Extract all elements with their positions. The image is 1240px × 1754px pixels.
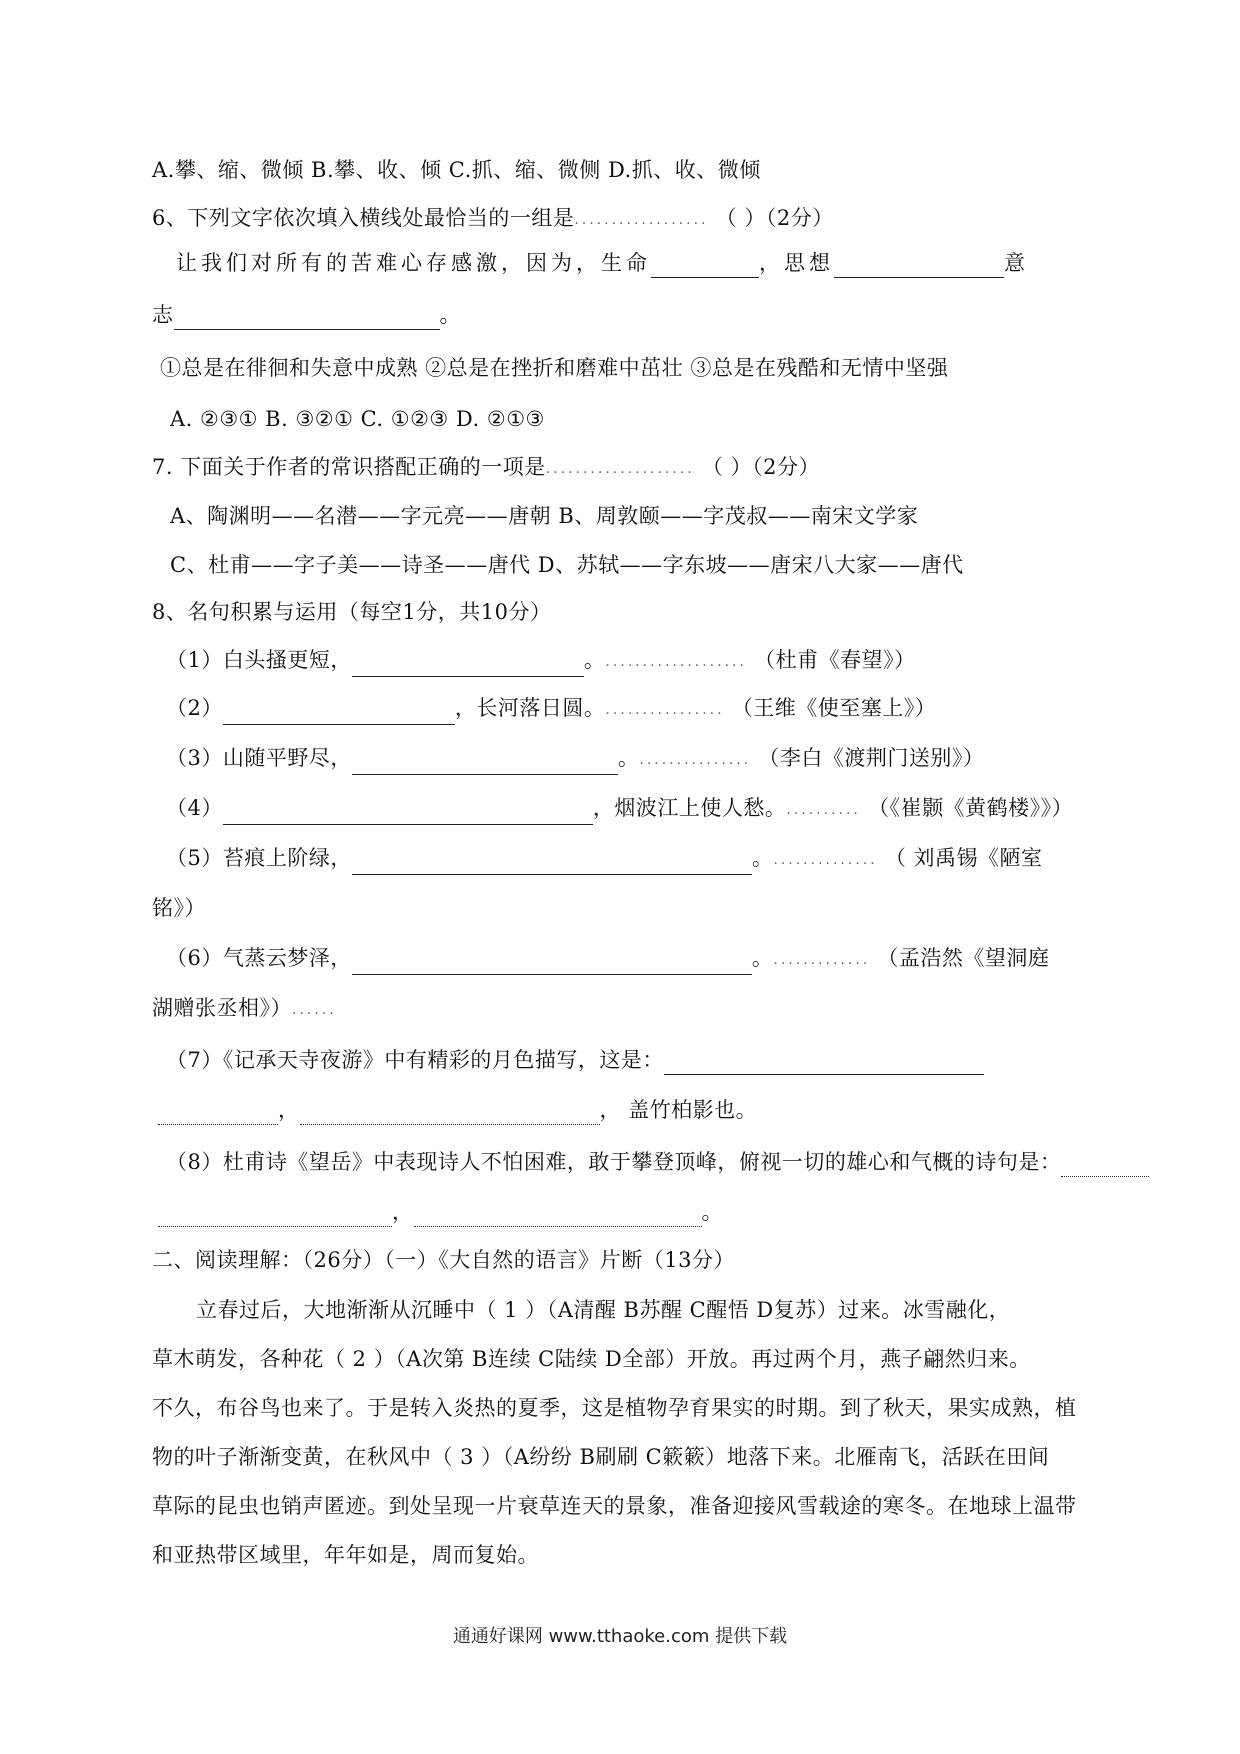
q8-i5-source-cont: 铭》）: [152, 896, 206, 920]
q6-stem: 6、下列文字依次填入横线处最恰当的一组是: [152, 206, 575, 230]
q8-i5-source: （ 刘禹锡《陋室: [884, 846, 1043, 870]
q8-blank-8b[interactable]: [158, 1204, 392, 1227]
q8-blank-8a[interactable]: [1061, 1154, 1149, 1177]
q6-blank-1[interactable]: [651, 255, 759, 278]
q7-options-ab: [170, 501, 918, 531]
q8-blank-4[interactable]: [223, 802, 593, 825]
section2-title: [152, 1245, 735, 1275]
q8-i6-source: （孟浩然《望洞庭: [877, 946, 1050, 970]
section2-title-text: 二、阅读理解：（26分）（一）《大自然的语言》片断（13分）: [152, 1248, 735, 1272]
q8-i6-source-cont: 湖赠张丞相》）: [152, 996, 292, 1020]
q6-blank-3[interactable]: [174, 307, 440, 330]
q7-opt-cd: C、杜甫——字子美——诗圣——唐代 D、苏轼——字东坡——唐宋八大家——唐代: [170, 553, 964, 577]
q8-item-7-cont: [158, 1095, 757, 1125]
reading-paragraph-line1: [196, 1295, 1010, 1325]
reading-paragraph-line6: [152, 1540, 539, 1570]
q6-blank-2[interactable]: [834, 255, 1004, 278]
q8-item-4: （4） ，烟波江上使人愁。.......... （《崔颢《黄鹤楼》》）: [166, 793, 1073, 825]
reading-p5: 草际的昆虫也销声匿迹。到处呈现一片衰草连天的景象，准备迎接风雪载途的寒冬。在地球上温带: [152, 1494, 1077, 1518]
q8-i1-source: （杜甫《春望》）: [754, 648, 916, 672]
q8-i5-end: 。: [751, 846, 774, 870]
q8-i5-text: （5）苔痕上阶绿，: [166, 846, 352, 870]
q7-options-cd: [170, 550, 964, 580]
reading-paragraph-line5: [152, 1491, 1077, 1521]
footer: [0, 1622, 1240, 1648]
q6-text2a: 志: [152, 303, 174, 327]
reading-p3: 不久，布谷鸟也来了。于是转入炎热的夏季，这是植物孕育果实的时期。到了秋天，果实成熟，植: [152, 1396, 1077, 1420]
q8-item-1: （1）白头搔更短， 。................... （杜甫《春望》）: [166, 645, 916, 677]
q8-blank-6[interactable]: [352, 952, 752, 975]
q8-i4-text: ，烟波江上使人愁。: [592, 796, 787, 820]
q8-blank-2[interactable]: [223, 702, 455, 725]
reading-paragraph-line2: [152, 1344, 1031, 1374]
q6-choices: [160, 353, 948, 383]
q6-paren: （ ）（2分）: [715, 206, 834, 230]
q8-i3-end: 。: [617, 746, 640, 770]
q8-i7-comma2: ，: [599, 1098, 621, 1122]
reading-p1: 立春过后，大地渐渐从沉睡中（ 1 ）（A清醒 B苏醒 C醒悟 D复苏）过来。冰雪融化，: [196, 1298, 1011, 1322]
q8-i2-source: （王维《使至塞上》）: [731, 696, 937, 720]
footer-text: 通通好课网 www.tthaoke.com 提供下载: [452, 1626, 788, 1647]
q6-options: [170, 404, 545, 434]
q8-blank-3[interactable]: [352, 752, 618, 775]
q8-item-6-cont: 湖赠张丞相》）......: [152, 996, 337, 1020]
q8-i3-source: （李白《渡荆门送别》）: [758, 746, 985, 770]
q6-text-line2: [152, 300, 461, 330]
q8-item-6: （6）气蒸云梦泽， 。............. （孟浩然《望洞庭: [166, 943, 1049, 975]
q8-blank-1[interactable]: [352, 654, 584, 677]
q6-choices-text: ①总是在徘徊和失意中成熟 ②总是在挫折和磨难中茁壮 ③总是在残酷和无情中坚强: [160, 356, 949, 380]
q7-stem: 7. 下面关于作者的常识搭配正确的一项是: [152, 455, 546, 479]
q8-i1-end: 。: [583, 648, 606, 672]
q8-item-2: （2） ，长河落日圆。................ （王维《使至塞上》）: [166, 693, 936, 725]
q8-blank-8c[interactable]: [414, 1204, 702, 1227]
q8-item-8-cont: [158, 1197, 723, 1227]
reading-paragraph-line3: [152, 1393, 1077, 1423]
q6-text1c: 意: [1004, 251, 1029, 275]
q8-i2-num: （2）: [166, 696, 223, 720]
q8-stem: [152, 597, 551, 627]
q8-i8-text: （8）杜甫诗《望岳》中表现诗人不怕困难，敢于攀登顶峰，俯视一切的雄心和气概的诗句是：: [166, 1150, 1062, 1174]
q8-i2-text: ，长河落日圆。: [454, 696, 606, 720]
reading-paragraph-line4: [152, 1442, 1049, 1472]
q6-text1a: 让我们对所有的苦难心存感激，因为，生命: [176, 251, 651, 275]
q5-options-text: A.攀、缩、微倾 B.攀、收、倾 C.抓、缩、微侧 D.抓、收、微倾: [152, 158, 761, 182]
q6-stem-line: 6、下列文字依次填入横线处最恰当的一组是.................. （ ）（2分）: [152, 206, 834, 230]
reading-p2: 草木萌发，各种花（ 2 ）（A次第 B连续 C陆续 D全部）开放。再过两个月，燕子翩然归来。: [152, 1347, 1031, 1371]
q8-i3-text: （3）山随平野尽，: [166, 746, 352, 770]
q8-item-8: [166, 1147, 1149, 1177]
q7-stem-line: 7. 下面关于作者的常识搭配正确的一项是.................... （ ）（2分）: [152, 455, 820, 479]
q8-blank-7a[interactable]: [664, 1052, 984, 1075]
q6-text2b: 。: [439, 303, 461, 327]
q7-paren: （ ）（2分）: [701, 455, 820, 479]
q5-options: [152, 155, 761, 185]
q8-item-3: （3）山随平野尽， 。............... （李白《渡荆门送别》）: [166, 743, 984, 775]
q8-i1-text: （1）白头搔更短，: [166, 648, 352, 672]
q7-opt-ab: A、陶渊明——名潜——字元亮——唐朝 B、周敦颐——字茂叔——南宋文学家: [170, 504, 919, 528]
q8-item-5: （5）苔痕上阶绿， 。.............. （ 刘禹锡《陋室: [166, 843, 1043, 875]
q8-i4-source: （《崔颢《黄鹤楼》》）: [868, 796, 1074, 820]
q8-item-5-cont: [152, 893, 206, 923]
q6-options-text: A. ②③① B. ③②① C. ①②③ D. ②①③: [170, 407, 545, 431]
q8-i7-text: （7）《记承天寺夜游》中有精彩的月色描写，这是：: [166, 1048, 664, 1072]
q6-text1b: ，思想: [759, 251, 834, 275]
q8-stem-text: 8、名句积累与运用（每空1分，共10分）: [152, 600, 552, 624]
q8-i6-end: 。: [751, 946, 774, 970]
q8-i4-num: （4）: [166, 796, 223, 820]
q8-blank-7c[interactable]: [300, 1102, 600, 1125]
q8-i8-end: 。: [701, 1200, 723, 1224]
q8-blank-5[interactable]: [352, 852, 752, 875]
q8-i7-comma1: ，: [278, 1098, 300, 1122]
q6-text-line1: [176, 248, 1029, 278]
q8-i8-comma: ，: [392, 1200, 414, 1224]
reading-p4: 物的叶子渐渐变黄，在秋风中（ 3 ）（A纷纷 B刷刷 C簌簌）地落下来。北雁南飞，活跃在田间: [152, 1445, 1050, 1469]
q8-i7-end: 盖竹柏影也。: [628, 1098, 758, 1122]
q8-i6-text: （6）气蒸云梦泽，: [166, 946, 352, 970]
q8-item-7: [166, 1045, 984, 1075]
q8-blank-7b[interactable]: [158, 1102, 278, 1125]
reading-p6: 和亚热带区域里，年年如是，周而复始。: [152, 1543, 539, 1567]
